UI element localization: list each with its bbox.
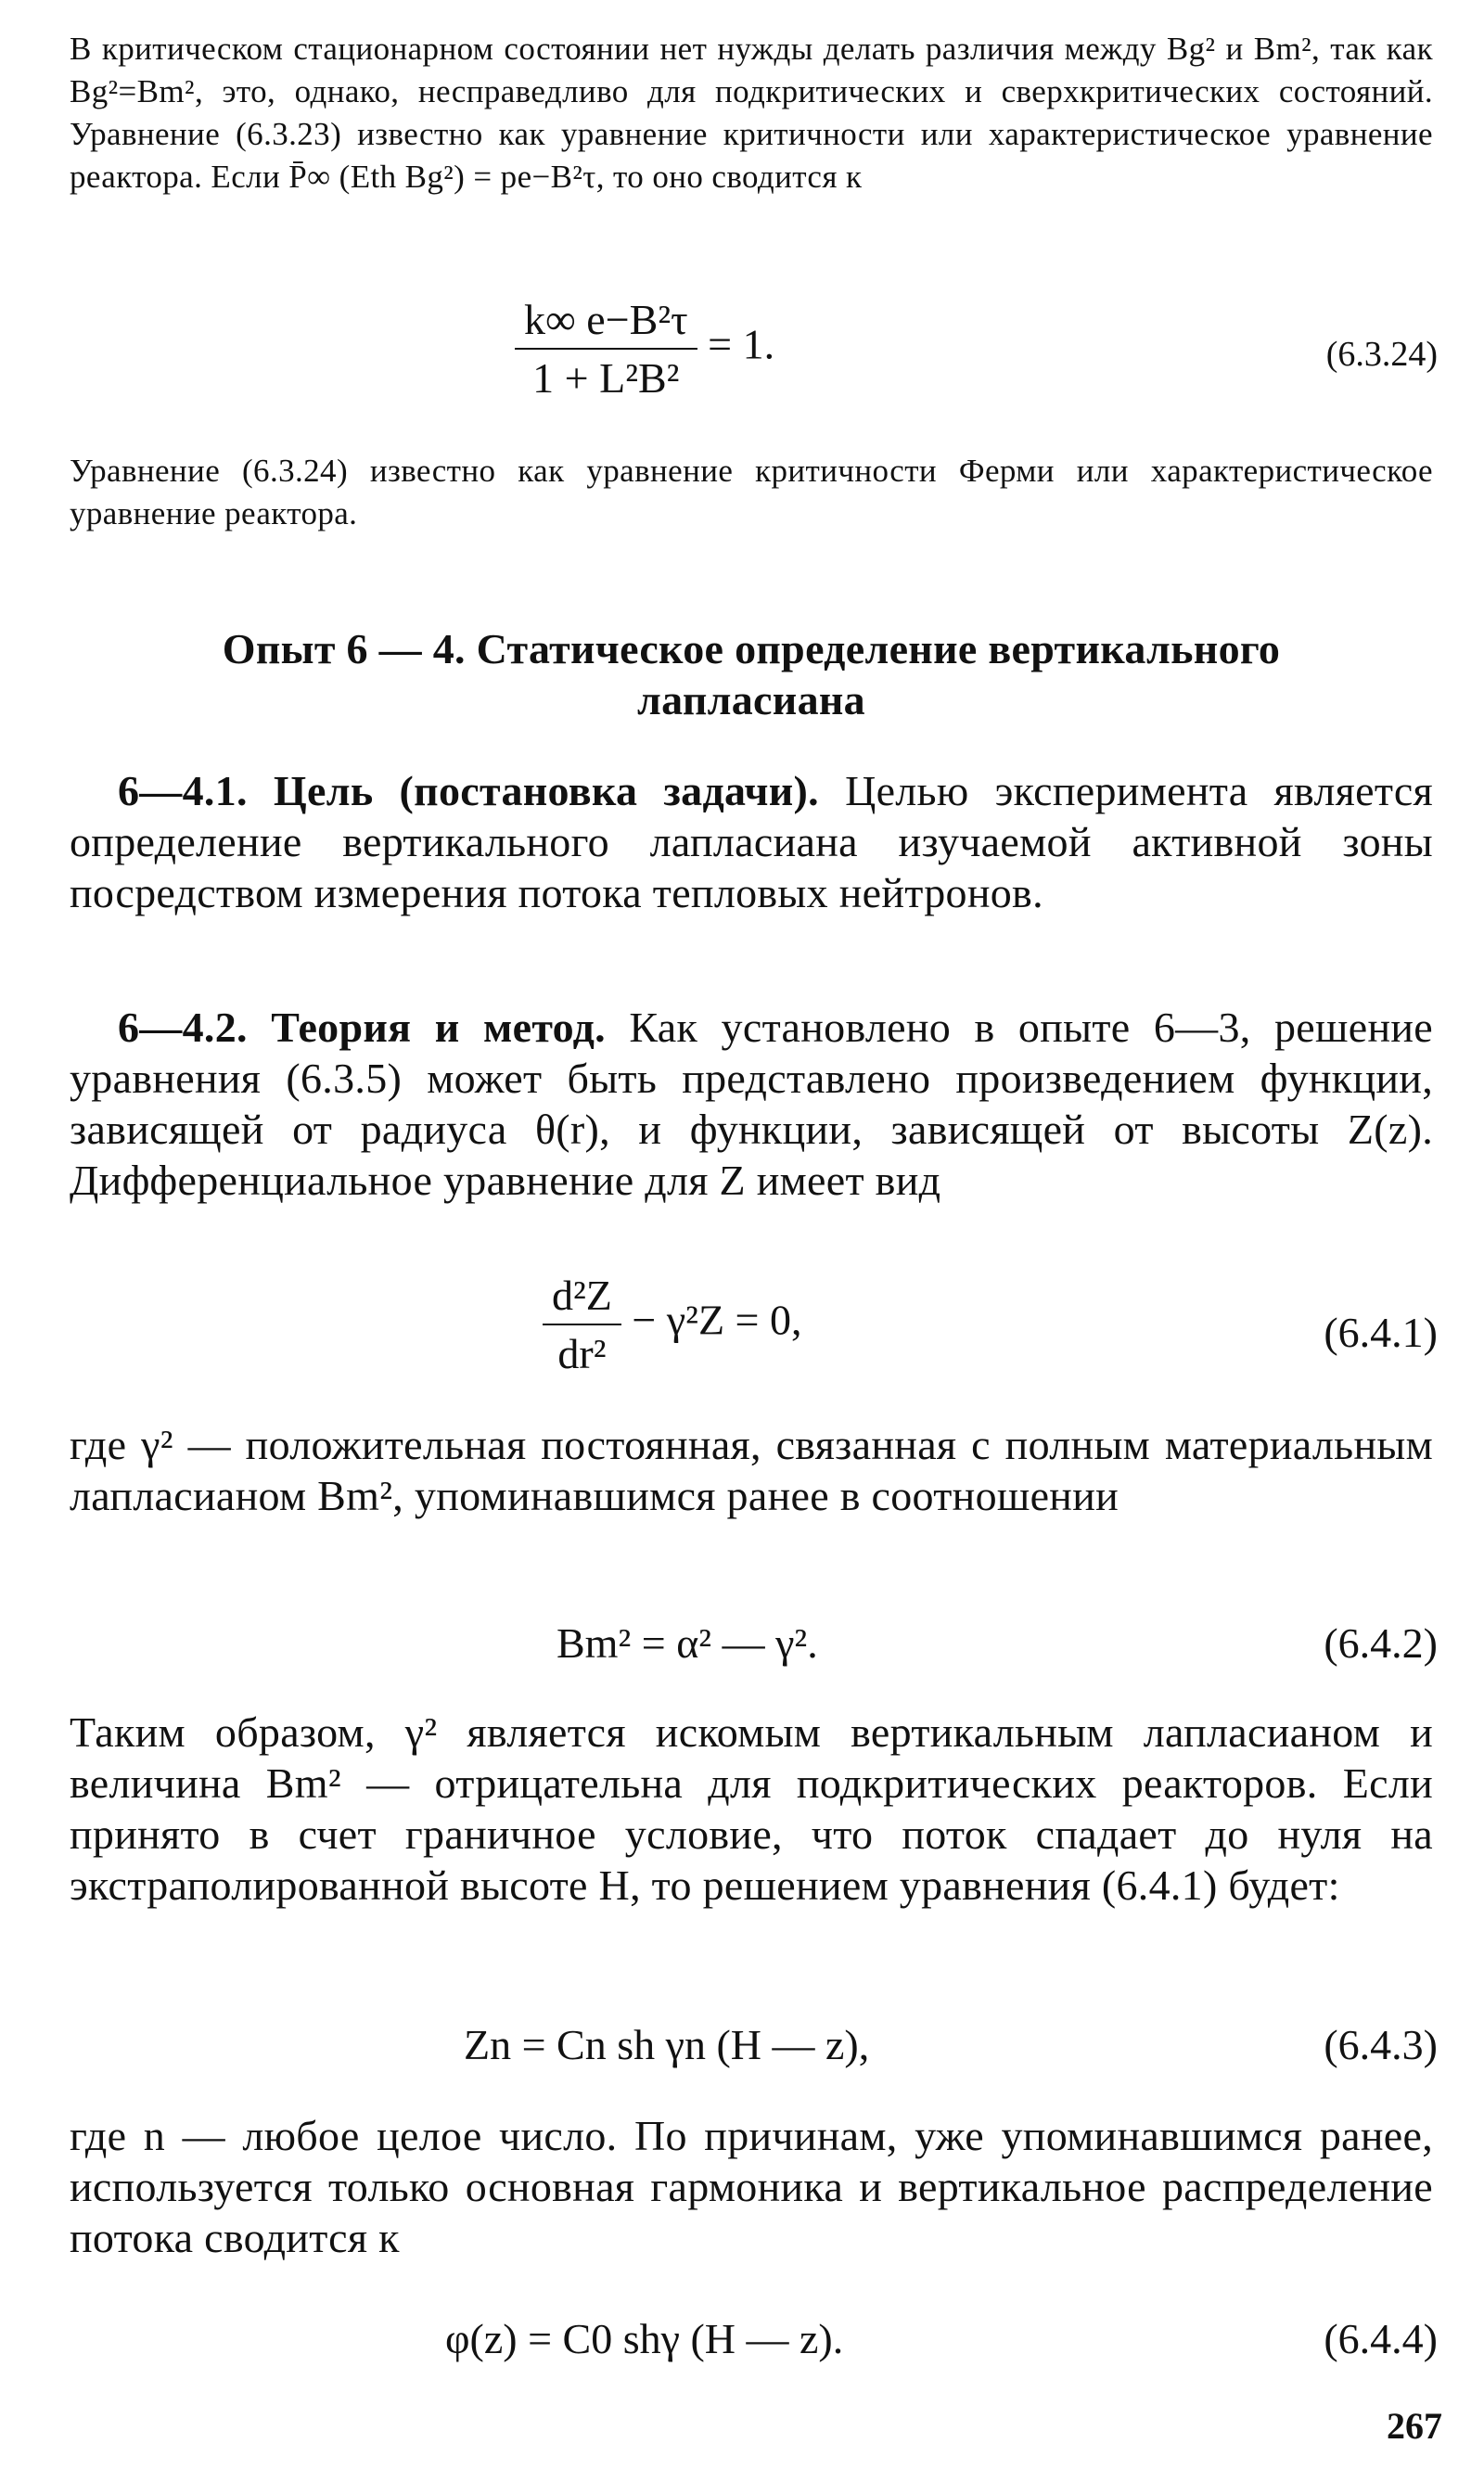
fraction — [515, 295, 697, 403]
equation-rhs: = 1. — [708, 320, 775, 368]
paragraph-text: В критическом стационарном состоянии нет нужды делать различия между Bg² и Bm², так как Bg²=Bm², это, однако, несправедливо для подкритических и сверхкритических состояний. Уравнение (6.3.23) известно как уравнение критичности или характеристическое уравнение реактора. Если P̄∞ (Eth Bg²) = pe−B²τ, то оно сводится к — [70, 31, 1433, 195]
fraction — [543, 1271, 621, 1378]
paragraph-text: где n — любое целое число. По причинам, уже упоминавшимся ранее, используется только основная гармоника и вертикальное распределение потока сводится к — [70, 2112, 1433, 2261]
equation-body: φ(z) = C0 shγ (H — z). — [445, 2315, 844, 2362]
paragraph-text: Таким образом, γ² является искомым вертикальным лапласианом и величина Bm² — отрицательна для подкритических реакторов. Если принято в счет граничное условие, что поток спадает до нуля на экстраполированной высоте H, то решением уравнения (6.4.1) будет: — [70, 1708, 1433, 1909]
subsection-label: 6—4.1. Цель (постановка задачи). — [118, 767, 819, 814]
equation-body: Zn = Cn sh γn (H — z), — [464, 2021, 870, 2068]
theory-paragraph — [70, 1002, 1433, 1206]
heading-line-2: лапласиана — [637, 676, 865, 723]
equation-body: Bm² = α² — γ². — [556, 1619, 818, 1667]
goal-paragraph — [70, 765, 1433, 918]
intro-paragraph — [70, 28, 1433, 198]
denominator: dr² — [543, 1324, 621, 1378]
section-heading — [70, 623, 1433, 725]
denominator: 1 + L²B² — [515, 348, 697, 403]
paragraph-text: где γ² — положительная постоянная, связанная с полным материальным лапласианом Bm², упоминавшимся ранее в соотношении — [70, 1421, 1433, 1519]
heading-line-1: Опыт 6 — 4. Статическое определение вертикального — [222, 625, 1281, 672]
fermi-paragraph — [70, 450, 1433, 535]
equation-number: (6.4.2) — [1324, 1619, 1438, 1667]
equation-number: (6.4.4) — [1324, 2315, 1438, 2362]
equation-rhs: − γ²Z = 0, — [632, 1296, 802, 1344]
paragraph-text: Уравнение (6.3.24) известно как уравнение критичности Ферми или характеристическое уравнение реактора. — [70, 453, 1433, 531]
numerator: k∞ e−B²τ — [524, 296, 688, 343]
subsection-label: 6—4.2. Теория и метод. — [118, 1004, 606, 1051]
numerator: d²Z — [552, 1272, 612, 1319]
equation-number: (6.4.3) — [1324, 2021, 1438, 2068]
equation-number: (6.3.24) — [1325, 335, 1438, 374]
paragraph-text: Как установлено в опыте 6—3, решение уравнения (6.3.5) может быть представлено произведением функции, зависящей от радиуса θ(r), и функции, зависящей от высоты Z(z). Дифференциальное уравнение для Z имеет вид — [70, 1004, 1434, 1204]
page-number: 267 — [1387, 2405, 1442, 2447]
gamma-paragraph — [70, 1419, 1433, 1521]
harmonic-paragraph — [70, 2110, 1433, 2263]
equation-number: (6.4.1) — [1324, 1309, 1438, 1356]
result-paragraph — [70, 1707, 1433, 1911]
paragraph-text: Целью эксперимента является определение вертикального лапласиана изучаемой активной зоны посредством измерения потока тепловых нейтронов. — [70, 767, 1433, 916]
